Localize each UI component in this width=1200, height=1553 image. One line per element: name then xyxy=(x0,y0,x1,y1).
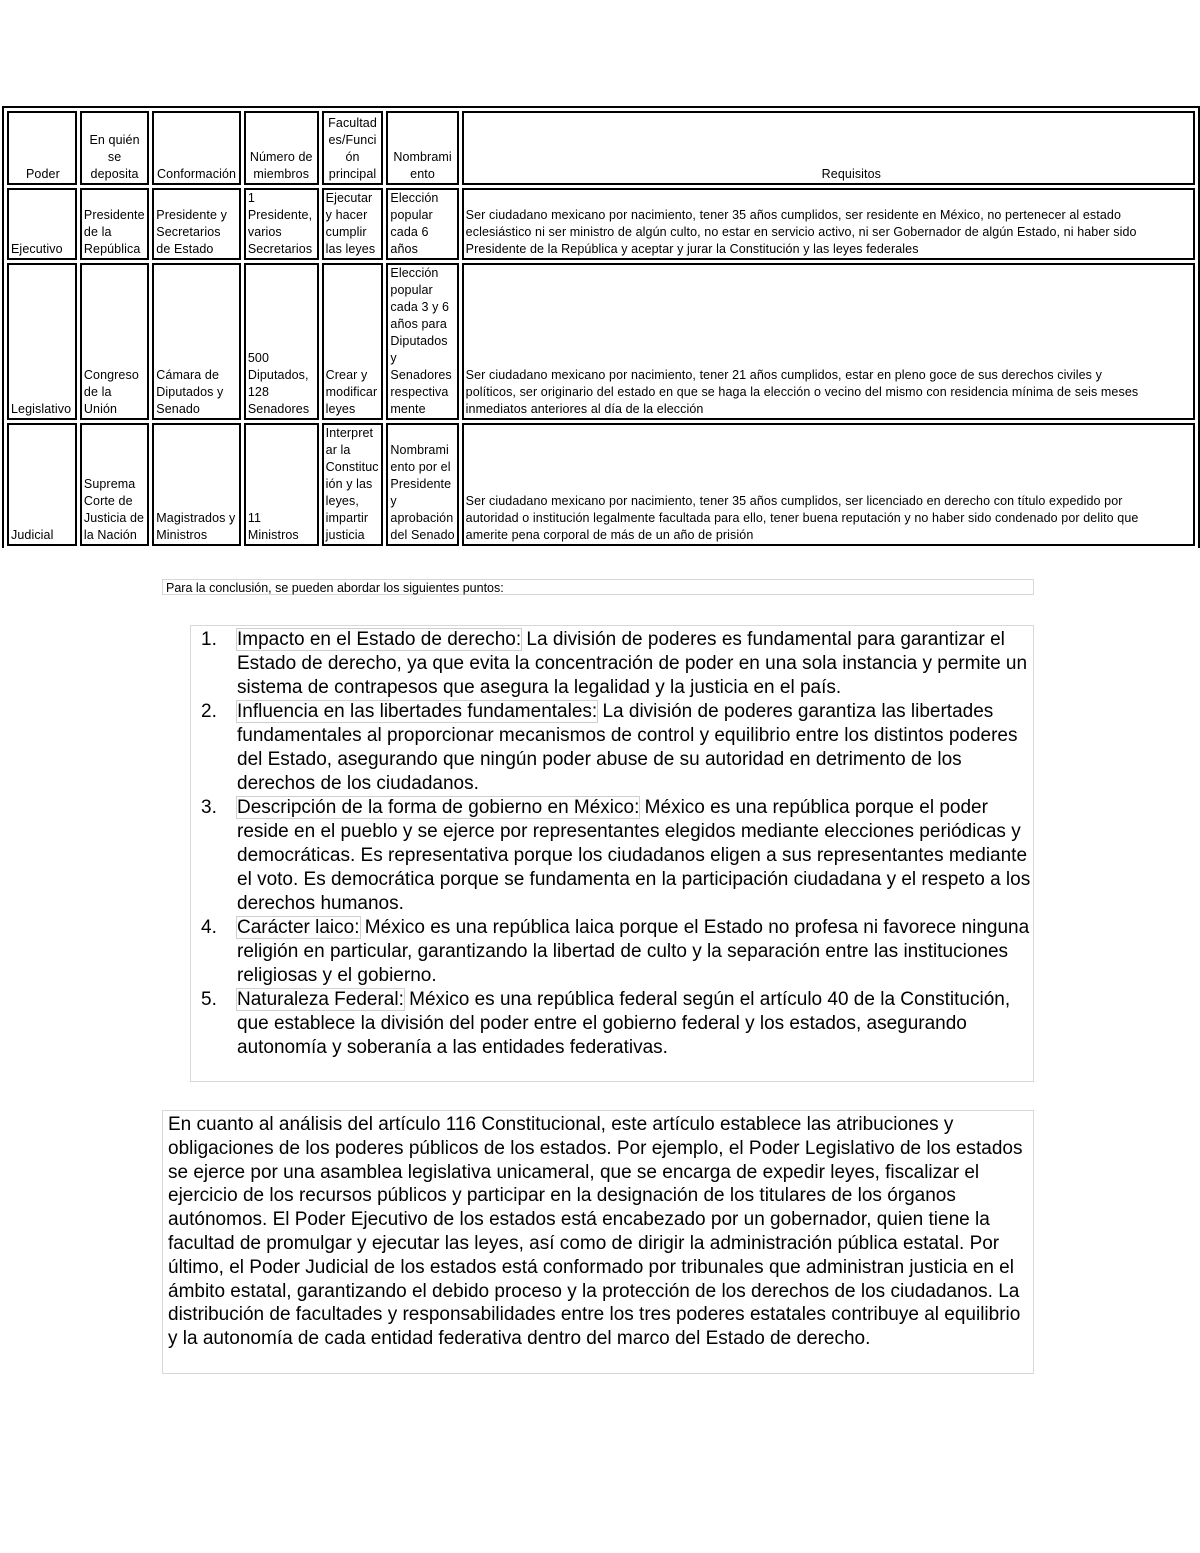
cell-facultad: Crear y modificar leyes xyxy=(322,263,384,420)
cell-poder: Legislativo xyxy=(7,263,77,420)
list-item-term: Influencia en las libertades fundamentales: xyxy=(237,701,598,722)
list-item-term: Carácter laico: xyxy=(237,917,360,938)
cell-facultad: Interpret ar la Constituc ión y las leyes, impartir justicia xyxy=(322,423,384,546)
list-item-number: 3. xyxy=(201,797,217,818)
cell-deposita: Presidente de la República xyxy=(80,188,149,260)
list-item-text: México es una república laica porque el Estado no profesa ni favorece ninguna religión en particular, garantizando la libertad de culto y la separación entre las instituciones religiosas y el gobierno. xyxy=(237,917,1030,986)
list-item-text: México es una república federal según el artículo 40 de la Constitución, que establece la división del poder entre el gobierno federal y los estados, asegurando autonomía y soberanía a las entidades federativas. xyxy=(237,989,1011,1058)
cell-requisitos: Ser ciudadano mexicano por nacimiento, tener 35 años cumplidos, ser licenciado en derecho con título expedido por autoridad o institución legalmente facultada para ello, tener buena reputación y no haber sido condenado por delito que amerite pena corporal de más de un año de prisión xyxy=(462,423,1195,546)
cell-conformacion: Magistrados y Ministros xyxy=(152,423,241,546)
list-item-number: 1. xyxy=(201,629,217,650)
article-116-paragraph: En cuanto al análisis del artículo 116 Constitucional, este artículo establece las atribuciones y obligaciones de los poderes públicos de los estados. Por ejemplo, el Poder Legislativo de los estados se ejerce por una asamblea legislativa unicameral, que se encarga de expedir leyes, fiscalizar el ejercicio de los recursos públicos y participar en la designación de los titulares de los órganos autónomos. El Poder Ejecutivo de los estados está encabezado por un gobernador, quien tiene la facultad de promulgar y ejecutar las leyes, así como de dirigir la administración pública estatal. Por último, el Poder Judicial de los estados está conformado por tribunales que administran justicia en el ámbito estatal, garantizando el debido proceso y la protección de los derechos de los ciudadanos. La distribución de facultades y responsabilidades entre los tres poderes estatales contribuye al equilibrio y la autonomía de cada entidad federativa dentro del marco del Estado de derecho. xyxy=(162,1110,1034,1374)
cell-conformacion: Presidente y Secretarios de Estado xyxy=(152,188,241,260)
header-nombramiento: Nombrami ento xyxy=(386,111,458,185)
cell-deposita: Congreso de la Unión xyxy=(80,263,149,420)
cell-deposita: Suprema Corte de Justicia de la Nación xyxy=(80,423,149,546)
cell-requisitos: Ser ciudadano mexicano por nacimiento, tener 21 años cumplidos, estar en pleno goce de sus derechos civiles y políticos, ser originario del estado en que se haga la elección o vecino del mismo con residencia mínima de seis meses inmediatos anteriores al día de la elección xyxy=(462,263,1195,420)
conclusion-points-box xyxy=(190,625,1034,1082)
cell-conformacion: Cámara de Diputados y Senado xyxy=(152,263,241,420)
list-item-number: 4. xyxy=(201,917,217,938)
table-row xyxy=(7,423,1195,546)
header-poder: Poder xyxy=(7,111,77,185)
cell-nombramiento: Elección popular cada 6 años xyxy=(386,188,458,260)
list-item-number: 2. xyxy=(201,701,217,722)
cell-poder: Judicial xyxy=(7,423,77,546)
list-item xyxy=(191,916,1033,988)
list-item-number: 5. xyxy=(201,989,217,1010)
table-row xyxy=(7,263,1195,420)
cell-requisitos: Ser ciudadano mexicano por nacimiento, tener 35 años cumplidos, ser residente en México, no pertenecer al estado eclesiástico ni ser ministro de algún culto, no estar en servicio activo, ni ser Gobernador de algún Estado, ni haber sido Presidente de la República y aceptar y jurar la Constitución y las leyes federales xyxy=(462,188,1195,260)
list-item-text: La división de poderes garantiza las libertades fundamentales al proporcionar mecanismos de control y equilibrio entre los distintos poderes del Estado, asegurando que ningún poder abuse de su autoridad en detrimento de los derechos de los ciudadanos. xyxy=(237,701,1018,794)
cell-facultad: Ejecutar y hacer cumplir las leyes xyxy=(322,188,384,260)
list-item xyxy=(191,988,1033,1060)
list-item xyxy=(191,796,1033,916)
list-item-text: La división de poderes es fundamental para garantizar el Estado de derecho, ya que evita la concentración de poder en una sola instancia y permite un sistema de contrapesos que asegura la legalidad y la justicia en el país. xyxy=(237,629,1028,698)
list-item-text: México es una república porque el poder reside en el pueblo y se ejerce por representantes elegidos mediante elecciones periódicas y democráticas. Es representativa porque los ciudadanos eligen a sus representantes mediante el voto. Es democrática porque se fundamenta en la participación ciudadana y el respeto a los derechos humanos. xyxy=(237,797,1031,914)
list-item-term: Descripción de la forma de gobierno en México: xyxy=(237,797,640,818)
table-row xyxy=(7,188,1195,260)
list-item-term: Impacto en el Estado de derecho: xyxy=(237,629,522,650)
header-facultad: Facultad es/Funci ón principal xyxy=(322,111,384,185)
header-conformacion: Conformación xyxy=(152,111,241,185)
header-requisitos: Requisitos xyxy=(462,111,1195,185)
powers-table-wrapper xyxy=(0,106,1200,548)
conclusion-note: Para la conclusión, se pueden abordar los siguientes puntos: xyxy=(162,579,1034,595)
table-header-row xyxy=(7,111,1195,185)
cell-miembros: 11 Ministros xyxy=(244,423,319,546)
list-item-term: Naturaleza Federal: xyxy=(237,989,404,1010)
list-item xyxy=(191,700,1033,796)
cell-miembros: 500 Diputados, 128 Senadores xyxy=(244,263,319,420)
powers-table xyxy=(2,106,1200,548)
cell-nombramiento: Elección popular cada 3 y 6 años para Diputados y Senadores respectiva mente xyxy=(386,263,458,420)
list-item xyxy=(191,628,1033,700)
cell-miembros: 1 Presidente, varios Secretarios xyxy=(244,188,319,260)
cell-nombramiento: Nombrami ento por el Presidente y aprobación del Senado xyxy=(386,423,458,546)
header-miembros: Número de miembros xyxy=(244,111,319,185)
conclusion-points-list xyxy=(191,628,1033,1060)
header-deposita: En quién se deposita xyxy=(80,111,149,185)
cell-poder: Ejecutivo xyxy=(7,188,77,260)
